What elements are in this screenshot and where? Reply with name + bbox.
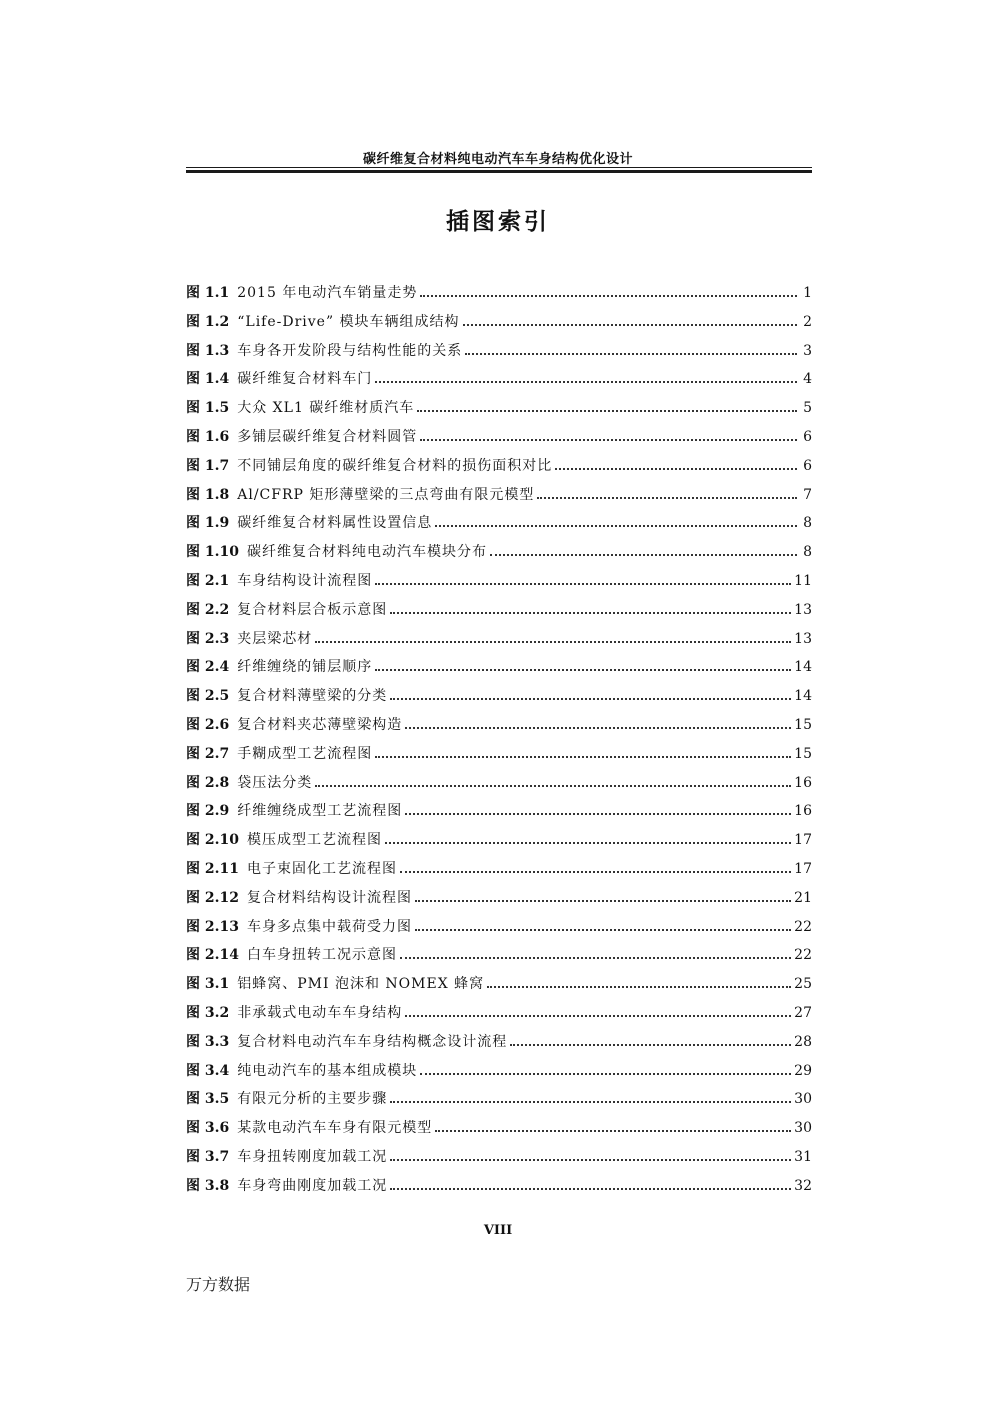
figure-caption: 车身扭转刚度加载工况 (237, 1148, 388, 1165)
figure-caption: 不同铺层角度的碳纤维复合材料的损伤面积对比 (237, 457, 553, 474)
figure-page-number: 16 (794, 803, 812, 820)
dot-leader (390, 698, 791, 700)
figure-number: 图 1.9 (186, 515, 230, 532)
header-rule-thin (186, 167, 812, 168)
figure-number: 图 1.3 (186, 342, 230, 359)
figure-number: 图 1.7 (186, 457, 230, 474)
dot-leader (375, 669, 791, 671)
figure-page-number: 17 (794, 860, 812, 877)
figure-caption: 碳纤维复合材料纯电动汽车模块分布 (246, 544, 487, 561)
toc-entry[interactable] (186, 884, 812, 913)
toc-entry[interactable] (186, 711, 812, 740)
toc-entry[interactable] (186, 365, 812, 394)
figure-caption: 复合材料层合板示意图 (237, 601, 388, 618)
figure-caption: 袋压法分类 (237, 774, 313, 791)
dot-leader (555, 468, 797, 470)
dot-leader (375, 381, 797, 383)
dot-leader (420, 439, 797, 441)
dot-leader (420, 1073, 791, 1075)
figure-page-number: 13 (794, 601, 812, 618)
figure-number: 图 3.5 (186, 1091, 230, 1108)
dot-leader (405, 1015, 791, 1017)
dot-leader (417, 410, 797, 412)
figure-page-number: 16 (794, 774, 812, 791)
figure-number: 图 3.7 (186, 1148, 230, 1165)
figure-page-number: 6 (803, 457, 812, 474)
figure-number: 图 1.4 (186, 371, 230, 388)
dot-leader (537, 497, 797, 499)
page-number: VIII (483, 1223, 513, 1238)
toc-entry[interactable] (186, 337, 812, 366)
dot-leader (465, 353, 797, 355)
figure-caption: 复合材料电动汽车车身结构概念设计流程 (237, 1033, 508, 1050)
figure-number: 图 1.5 (186, 400, 230, 417)
figure-page-number: 30 (794, 1120, 812, 1137)
figure-page-number: 3 (803, 342, 812, 359)
toc-entry[interactable] (186, 1057, 812, 1086)
figure-page-number: 17 (794, 832, 812, 849)
figure-caption: 车身结构设计流程图 (237, 572, 373, 589)
figure-index-list (186, 279, 812, 1201)
figure-page-number: 7 (803, 486, 812, 503)
figure-page-number: 15 (794, 745, 812, 762)
figure-page-number: 29 (794, 1062, 812, 1079)
page-title: 插图索引 (446, 208, 550, 235)
figure-page-number: 14 (794, 659, 812, 676)
dot-leader (400, 871, 791, 873)
figure-number: 图 2.12 (186, 889, 239, 906)
toc-entry[interactable] (186, 538, 812, 567)
dot-leader (390, 612, 791, 614)
dot-leader (487, 986, 791, 988)
dot-leader (405, 813, 791, 815)
figure-caption: 铝蜂窝、PMI 泡沫和 NOMEX 蜂窝 (237, 976, 485, 993)
figure-number: 图 3.1 (186, 976, 230, 993)
figure-page-number: 14 (794, 688, 812, 705)
figure-caption: 复合材料薄壁梁的分类 (237, 688, 388, 705)
figure-page-number: 5 (803, 400, 812, 417)
figure-number: 图 2.7 (186, 745, 230, 762)
dot-leader (510, 1044, 791, 1046)
figure-page-number: 22 (794, 918, 812, 935)
figure-caption: 纤维缠绕的铺层顺序 (237, 659, 373, 676)
dot-leader (315, 641, 791, 643)
dot-leader (405, 727, 791, 729)
toc-entry[interactable] (186, 826, 812, 855)
figure-number: 图 3.6 (186, 1120, 230, 1137)
dot-leader (415, 929, 791, 931)
dot-leader (390, 1101, 791, 1103)
dot-leader (375, 756, 791, 758)
figure-number: 图 2.8 (186, 774, 230, 791)
figure-number: 图 1.2 (186, 313, 230, 330)
figure-caption: 多铺层碳纤维复合材料圆管 (237, 428, 418, 445)
figure-caption: 车身多点集中载荷受力图 (246, 918, 412, 935)
figure-page-number: 27 (794, 1004, 812, 1021)
toc-entry[interactable] (186, 481, 812, 510)
figure-number: 图 2.13 (186, 918, 239, 935)
figure-number: 图 2.14 (186, 947, 239, 964)
toc-entry[interactable] (186, 1143, 812, 1172)
toc-entry[interactable] (186, 1114, 812, 1143)
figure-page-number: 32 (794, 1177, 812, 1194)
figure-caption: 非承载式电动车车身结构 (237, 1004, 403, 1021)
toc-entry[interactable] (186, 279, 812, 308)
toc-entry[interactable] (186, 769, 812, 798)
figure-caption: 碳纤维复合材料属性设置信息 (237, 515, 433, 532)
toc-entry[interactable] (186, 999, 812, 1028)
dot-leader (315, 785, 791, 787)
figure-page-number: 30 (794, 1091, 812, 1108)
figure-number: 图 1.1 (186, 285, 230, 301)
figure-page-number: 31 (794, 1148, 812, 1165)
figure-number: 图 2.3 (186, 630, 230, 647)
toc-entry[interactable] (186, 1028, 812, 1057)
figure-number: 图 1.6 (186, 428, 230, 445)
figure-caption: 复合材料结构设计流程图 (246, 889, 412, 906)
toc-entry[interactable] (186, 682, 812, 711)
toc-entry[interactable] (186, 567, 812, 596)
figure-caption: 碳纤维复合材料车门 (237, 371, 373, 388)
dot-leader (385, 842, 791, 844)
toc-entry[interactable] (186, 394, 812, 423)
figure-number: 图 2.4 (186, 659, 230, 676)
dot-leader (435, 525, 797, 527)
dot-leader (400, 957, 791, 959)
toc-entry[interactable] (186, 970, 812, 999)
figure-page-number: 8 (803, 515, 812, 532)
dot-leader (463, 324, 797, 326)
figure-number: 图 2.2 (186, 601, 230, 618)
toc-entry[interactable] (186, 308, 812, 337)
running-header: 碳纤维复合材料纯电动汽车车身结构优化设计 (362, 152, 633, 167)
figure-caption: 复合材料夹芯薄壁梁构造 (237, 716, 403, 733)
figure-caption: 手糊成型工艺流程图 (237, 745, 373, 762)
figure-caption: 模压成型工艺流程图 (246, 832, 382, 849)
toc-entry[interactable] (186, 1172, 812, 1201)
toc-entry[interactable] (186, 596, 812, 625)
figure-page-number: 4 (803, 371, 812, 388)
dot-leader (415, 900, 791, 902)
figure-page-number: 1 (803, 285, 812, 301)
figure-number: 图 2.10 (186, 832, 239, 849)
toc-entry[interactable] (186, 653, 812, 682)
figure-number: 图 2.9 (186, 803, 230, 820)
figure-page-number: 2 (803, 313, 812, 330)
toc-entry[interactable] (186, 797, 812, 826)
figure-caption: 白车身扭转工况示意图 (246, 947, 397, 964)
figure-caption: Al/CFRP 矩形薄壁梁的三点弯曲有限元模型 (237, 486, 535, 503)
figure-number: 图 3.4 (186, 1062, 230, 1079)
figure-number: 图 2.6 (186, 716, 230, 733)
dot-leader (390, 1188, 791, 1190)
figure-number: 图 2.1 (186, 572, 230, 589)
toc-entry[interactable] (186, 740, 812, 769)
figure-caption: 有限元分析的主要步骤 (237, 1091, 388, 1108)
figure-caption: 纤维缠绕成型工艺流程图 (237, 803, 403, 820)
figure-caption: 电子束固化工艺流程图 (246, 860, 397, 877)
dot-leader (435, 1130, 791, 1132)
figure-caption: “Life-Drive” 模块车辆组成结构 (237, 313, 460, 330)
toc-entry[interactable] (186, 452, 812, 481)
figure-number: 图 2.5 (186, 688, 230, 705)
figure-caption: 车身各开发阶段与结构性能的关系 (237, 342, 463, 359)
figure-page-number: 11 (794, 572, 812, 589)
figure-number: 图 1.10 (186, 544, 239, 561)
figure-caption: 大众 XL1 碳纤维材质汽车 (237, 400, 415, 417)
figure-page-number: 15 (794, 716, 812, 733)
toc-entry[interactable] (186, 625, 812, 654)
figure-number: 图 2.11 (186, 860, 239, 877)
figure-page-number: 22 (794, 947, 812, 964)
dot-leader (390, 1159, 791, 1161)
figure-number: 图 3.3 (186, 1033, 230, 1050)
figure-page-number: 6 (803, 428, 812, 445)
figure-caption: 某款电动汽车车身有限元模型 (237, 1120, 433, 1137)
figure-caption: 车身弯曲刚度加载工况 (237, 1177, 388, 1194)
toc-entry[interactable] (186, 509, 812, 538)
figure-number: 图 3.2 (186, 1004, 230, 1021)
figure-caption: 2015 年电动汽车销量走势 (237, 285, 418, 301)
watermark-text: 万方数据 (186, 1275, 251, 1294)
figure-page-number: 25 (794, 976, 812, 993)
toc-entry[interactable] (186, 423, 812, 452)
toc-entry[interactable] (186, 855, 812, 884)
figure-caption: 纯电动汽车的基本组成模块 (237, 1062, 418, 1079)
dot-leader (420, 295, 797, 297)
toc-entry[interactable] (186, 1085, 812, 1114)
dot-leader (490, 554, 797, 556)
figure-page-number: 28 (794, 1033, 812, 1050)
figure-page-number: 13 (794, 630, 812, 647)
header-rule-thick (186, 170, 812, 173)
toc-entry[interactable] (186, 941, 812, 970)
figure-page-number: 8 (803, 544, 812, 561)
figure-caption: 夹层梁芯材 (237, 630, 313, 647)
figure-number: 图 3.8 (186, 1177, 230, 1194)
toc-entry[interactable] (186, 913, 812, 942)
figure-page-number: 21 (794, 889, 812, 906)
figure-number: 图 1.8 (186, 486, 230, 503)
dot-leader (375, 583, 791, 585)
